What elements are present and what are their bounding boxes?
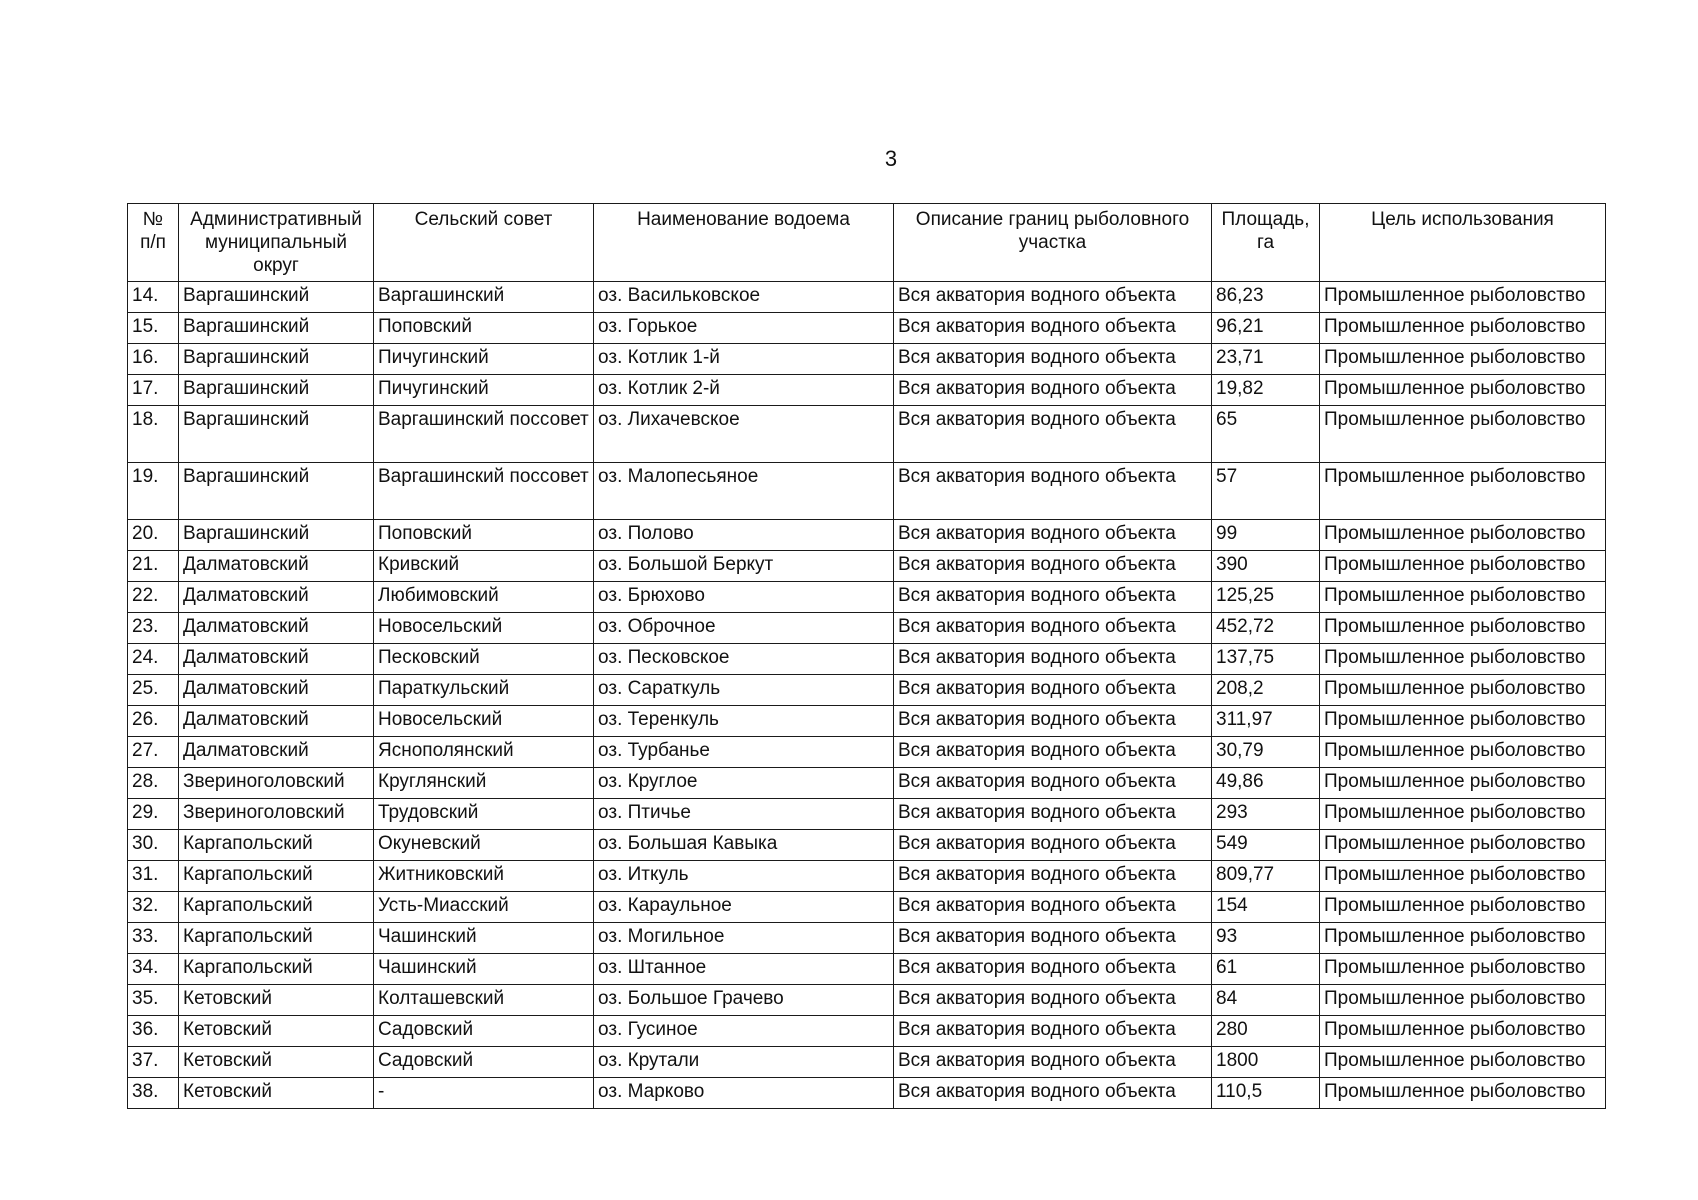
- council-cell: Круглянский: [374, 768, 594, 799]
- area-cell: 549: [1212, 830, 1320, 861]
- row-number-cell: 17.: [128, 375, 179, 406]
- district-cell: Варгашинский: [179, 313, 374, 344]
- header-text-line: Описание границ рыболовного: [915, 209, 1190, 230]
- table-row: [128, 375, 1606, 406]
- area-cell: 208,2: [1212, 675, 1320, 706]
- water-body-cell: оз. Оброчное: [594, 613, 894, 644]
- district-cell: Кетовский: [179, 1047, 374, 1078]
- boundary-cell: Вся акватория водного объекта: [894, 830, 1212, 861]
- district-cell: Далматовский: [179, 613, 374, 644]
- area-cell: 125,25: [1212, 582, 1320, 613]
- purpose-cell: Промышленное рыболовство: [1320, 861, 1606, 892]
- area-cell: 280: [1212, 1016, 1320, 1047]
- boundary-cell: Вся акватория водного объекта: [894, 375, 1212, 406]
- area-cell: 57: [1212, 463, 1320, 520]
- district-cell: Каргапольский: [179, 954, 374, 985]
- district-cell: Каргапольский: [179, 923, 374, 954]
- council-cell: Варгашинский: [374, 282, 594, 313]
- header-text-line: Площадь,: [1221, 209, 1310, 230]
- table-row: [128, 520, 1606, 551]
- district-cell: Далматовский: [179, 644, 374, 675]
- boundary-cell: Вся акватория водного объекта: [894, 551, 1212, 582]
- area-cell: 65: [1212, 406, 1320, 463]
- header-boundary: [894, 204, 1212, 282]
- council-cell: -: [374, 1078, 594, 1109]
- district-cell: Варгашинский: [179, 520, 374, 551]
- table-row: [128, 313, 1606, 344]
- boundary-cell: Вся акватория водного объекта: [894, 706, 1212, 737]
- purpose-cell: Промышленное рыболовство: [1320, 737, 1606, 768]
- purpose-cell: Промышленное рыболовство: [1320, 1078, 1606, 1109]
- council-cell: Житниковский: [374, 861, 594, 892]
- table-row: [128, 406, 1606, 463]
- purpose-cell: Промышленное рыболовство: [1320, 768, 1606, 799]
- boundary-cell: Вся акватория водного объекта: [894, 1047, 1212, 1078]
- boundary-cell: Вся акватория водного объекта: [894, 582, 1212, 613]
- purpose-cell: Промышленное рыболовство: [1320, 892, 1606, 923]
- district-cell: Каргапольский: [179, 861, 374, 892]
- boundary-cell: Вся акватория водного объекта: [894, 954, 1212, 985]
- council-cell: Поповский: [374, 313, 594, 344]
- boundary-cell: Вся акватория водного объекта: [894, 737, 1212, 768]
- district-cell: Варгашинский: [179, 463, 374, 520]
- purpose-cell: Промышленное рыболовство: [1320, 282, 1606, 313]
- row-number-cell: 15.: [128, 313, 179, 344]
- header-purpose: [1320, 204, 1606, 282]
- table-row: [128, 613, 1606, 644]
- table-row: [128, 768, 1606, 799]
- water-body-cell: оз. Круглое: [594, 768, 894, 799]
- water-body-cell: оз. Большая Кавыка: [594, 830, 894, 861]
- row-number-cell: 32.: [128, 892, 179, 923]
- purpose-cell: Промышленное рыболовство: [1320, 954, 1606, 985]
- water-body-cell: оз. Птичье: [594, 799, 894, 830]
- table-row: [128, 463, 1606, 520]
- water-body-cell: оз. Котлик 2-й: [594, 375, 894, 406]
- row-number-cell: 34.: [128, 954, 179, 985]
- table-row: [128, 1047, 1606, 1078]
- row-number-cell: 31.: [128, 861, 179, 892]
- boundary-cell: Вся акватория водного объекта: [894, 1078, 1212, 1109]
- header-district: [179, 204, 374, 282]
- table-header-row: [128, 204, 1606, 282]
- council-cell: Чашинский: [374, 954, 594, 985]
- boundary-cell: Вся акватория водного объекта: [894, 463, 1212, 520]
- boundary-cell: Вся акватория водного объекта: [894, 282, 1212, 313]
- header-text-line: Цель использования: [1371, 209, 1554, 230]
- header-water-body: [594, 204, 894, 282]
- row-number-cell: 19.: [128, 463, 179, 520]
- row-number-cell: 20.: [128, 520, 179, 551]
- council-cell: Садовский: [374, 1016, 594, 1047]
- district-cell: Кетовский: [179, 1078, 374, 1109]
- purpose-cell: Промышленное рыболовство: [1320, 613, 1606, 644]
- boundary-cell: Вся акватория водного объекта: [894, 313, 1212, 344]
- water-body-cell: оз. Большое Грачево: [594, 985, 894, 1016]
- purpose-cell: Промышленное рыболовство: [1320, 520, 1606, 551]
- area-cell: 293: [1212, 799, 1320, 830]
- area-cell: 49,86: [1212, 768, 1320, 799]
- district-cell: Варгашинский: [179, 375, 374, 406]
- table-body: [128, 282, 1606, 1109]
- boundary-cell: Вся акватория водного объекта: [894, 1016, 1212, 1047]
- boundary-cell: Вся акватория водного объекта: [894, 861, 1212, 892]
- table-row: [128, 892, 1606, 923]
- district-cell: Каргапольский: [179, 830, 374, 861]
- purpose-cell: Промышленное рыболовство: [1320, 582, 1606, 613]
- district-cell: Звериноголовский: [179, 799, 374, 830]
- table-row: [128, 861, 1606, 892]
- row-number-cell: 14.: [128, 282, 179, 313]
- boundary-cell: Вся акватория водного объекта: [894, 799, 1212, 830]
- header-text-line: га: [1256, 232, 1275, 253]
- water-body-cell: оз. Марково: [594, 1078, 894, 1109]
- row-number-cell: 37.: [128, 1047, 179, 1078]
- header-text-line: участка: [1018, 232, 1087, 253]
- purpose-cell: Промышленное рыболовство: [1320, 706, 1606, 737]
- water-body-cell: оз. Васильковское: [594, 282, 894, 313]
- district-cell: Варгашинский: [179, 344, 374, 375]
- water-body-cell: оз. Брюхово: [594, 582, 894, 613]
- area-cell: 84: [1212, 985, 1320, 1016]
- council-cell: Трудовский: [374, 799, 594, 830]
- council-cell: Любимовский: [374, 582, 594, 613]
- row-number-cell: 36.: [128, 1016, 179, 1047]
- council-cell: Окуневский: [374, 830, 594, 861]
- district-cell: Далматовский: [179, 582, 374, 613]
- area-cell: 154: [1212, 892, 1320, 923]
- water-body-cell: оз. Караульное: [594, 892, 894, 923]
- table-row: [128, 799, 1606, 830]
- area-cell: 137,75: [1212, 644, 1320, 675]
- council-cell: Варгашинский поссовет: [374, 406, 594, 463]
- district-cell: Далматовский: [179, 675, 374, 706]
- row-number-cell: 29.: [128, 799, 179, 830]
- district-cell: Кетовский: [179, 1016, 374, 1047]
- purpose-cell: Промышленное рыболовство: [1320, 344, 1606, 375]
- purpose-cell: Промышленное рыболовство: [1320, 375, 1606, 406]
- boundary-cell: Вся акватория водного объекта: [894, 520, 1212, 551]
- table-row: [128, 551, 1606, 582]
- header-text-line: муниципальный: [205, 232, 347, 253]
- water-body-cell: оз. Штанное: [594, 954, 894, 985]
- row-number-cell: 23.: [128, 613, 179, 644]
- table-row: [128, 675, 1606, 706]
- row-number-cell: 25.: [128, 675, 179, 706]
- purpose-cell: Промышленное рыболовство: [1320, 675, 1606, 706]
- water-body-cell: оз. Могильное: [594, 923, 894, 954]
- purpose-cell: Промышленное рыболовство: [1320, 313, 1606, 344]
- district-cell: Варгашинский: [179, 282, 374, 313]
- table-row: [128, 1078, 1606, 1109]
- header-text-line: округ: [253, 255, 299, 276]
- council-cell: Пичугинский: [374, 344, 594, 375]
- area-cell: 93: [1212, 923, 1320, 954]
- boundary-cell: Вся акватория водного объекта: [894, 613, 1212, 644]
- row-number-cell: 21.: [128, 551, 179, 582]
- district-cell: Варгашинский: [179, 406, 374, 463]
- row-number-cell: 33.: [128, 923, 179, 954]
- water-body-cell: оз. Малопесьяное: [594, 463, 894, 520]
- header-text-line: п/п: [140, 232, 166, 253]
- water-body-cell: оз. Полово: [594, 520, 894, 551]
- purpose-cell: Промышленное рыболовство: [1320, 551, 1606, 582]
- council-cell: Песковский: [374, 644, 594, 675]
- district-cell: Далматовский: [179, 551, 374, 582]
- purpose-cell: Промышленное рыболовство: [1320, 830, 1606, 861]
- area-cell: 311,97: [1212, 706, 1320, 737]
- area-cell: 110,5: [1212, 1078, 1320, 1109]
- row-number-cell: 30.: [128, 830, 179, 861]
- district-cell: Каргапольский: [179, 892, 374, 923]
- purpose-cell: Промышленное рыболовство: [1320, 923, 1606, 954]
- district-cell: Далматовский: [179, 706, 374, 737]
- row-number-cell: 26.: [128, 706, 179, 737]
- area-cell: 99: [1212, 520, 1320, 551]
- area-cell: 30,79: [1212, 737, 1320, 768]
- row-number-cell: 38.: [128, 1078, 179, 1109]
- table-row: [128, 1016, 1606, 1047]
- boundary-cell: Вся акватория водного объекта: [894, 344, 1212, 375]
- area-cell: 1800: [1212, 1047, 1320, 1078]
- area-cell: 19,82: [1212, 375, 1320, 406]
- purpose-cell: Промышленное рыболовство: [1320, 985, 1606, 1016]
- council-cell: Садовский: [374, 1047, 594, 1078]
- table-row: [128, 582, 1606, 613]
- water-body-cell: оз. Сараткуль: [594, 675, 894, 706]
- council-cell: Кривский: [374, 551, 594, 582]
- council-cell: Новосельский: [374, 706, 594, 737]
- boundary-cell: Вся акватория водного объекта: [894, 768, 1212, 799]
- water-body-cell: оз. Котлик 1-й: [594, 344, 894, 375]
- purpose-cell: Промышленное рыболовство: [1320, 406, 1606, 463]
- boundary-cell: Вся акватория водного объекта: [894, 985, 1212, 1016]
- table-row: [128, 706, 1606, 737]
- area-cell: 86,23: [1212, 282, 1320, 313]
- area-cell: 23,71: [1212, 344, 1320, 375]
- area-cell: 96,21: [1212, 313, 1320, 344]
- district-cell: Кетовский: [179, 985, 374, 1016]
- header-text-line: Административный: [190, 209, 362, 230]
- header-text-line: Наименование водоема: [637, 209, 850, 230]
- council-cell: Варгашинский поссовет: [374, 463, 594, 520]
- purpose-cell: Промышленное рыболовство: [1320, 1047, 1606, 1078]
- purpose-cell: Промышленное рыболовство: [1320, 799, 1606, 830]
- area-cell: 390: [1212, 551, 1320, 582]
- water-body-cell: оз. Иткуль: [594, 861, 894, 892]
- council-cell: Новосельский: [374, 613, 594, 644]
- row-number-cell: 35.: [128, 985, 179, 1016]
- water-body-cell: оз. Теренкуль: [594, 706, 894, 737]
- header-number: [128, 204, 179, 282]
- district-cell: Далматовский: [179, 737, 374, 768]
- council-cell: Чашинский: [374, 923, 594, 954]
- water-body-cell: оз. Большой Беркут: [594, 551, 894, 582]
- row-number-cell: 27.: [128, 737, 179, 768]
- row-number-cell: 18.: [128, 406, 179, 463]
- boundary-cell: Вся акватория водного объекта: [894, 406, 1212, 463]
- table-row: [128, 923, 1606, 954]
- header-text-line: №: [142, 209, 164, 230]
- water-body-cell: оз. Гусиное: [594, 1016, 894, 1047]
- council-cell: Усть-Миасский: [374, 892, 594, 923]
- row-number-cell: 24.: [128, 644, 179, 675]
- row-number-cell: 16.: [128, 344, 179, 375]
- council-cell: Поповский: [374, 520, 594, 551]
- purpose-cell: Промышленное рыболовство: [1320, 644, 1606, 675]
- boundary-cell: Вся акватория водного объекта: [894, 923, 1212, 954]
- area-cell: 452,72: [1212, 613, 1320, 644]
- water-body-cell: оз. Крутали: [594, 1047, 894, 1078]
- boundary-cell: Вся акватория водного объекта: [894, 644, 1212, 675]
- table-row: [128, 737, 1606, 768]
- council-cell: Колташевский: [374, 985, 594, 1016]
- page-number: 3: [884, 146, 898, 171]
- row-number-cell: 28.: [128, 768, 179, 799]
- header-council: [374, 204, 594, 282]
- council-cell: Яснополянский: [374, 737, 594, 768]
- table-row: [128, 985, 1606, 1016]
- table-row: [128, 344, 1606, 375]
- header-area: [1212, 204, 1320, 282]
- row-number-cell: 22.: [128, 582, 179, 613]
- boundary-cell: Вся акватория водного объекта: [894, 675, 1212, 706]
- area-cell: 61: [1212, 954, 1320, 985]
- boundary-cell: Вся акватория водного объекта: [894, 892, 1212, 923]
- table-row: [128, 830, 1606, 861]
- water-body-cell: оз. Горькое: [594, 313, 894, 344]
- area-cell: 809,77: [1212, 861, 1320, 892]
- council-cell: Пичугинский: [374, 375, 594, 406]
- water-body-cell: оз. Турбанье: [594, 737, 894, 768]
- header-text-line: Сельский совет: [414, 209, 553, 230]
- water-body-cell: оз. Песковское: [594, 644, 894, 675]
- council-cell: Параткульский: [374, 675, 594, 706]
- water-body-cell: оз. Лихачевское: [594, 406, 894, 463]
- table-row: [128, 954, 1606, 985]
- table-row: [128, 282, 1606, 313]
- table-row: [128, 644, 1606, 675]
- fishing-areas-table: [127, 203, 1606, 1109]
- district-cell: Звериноголовский: [179, 768, 374, 799]
- purpose-cell: Промышленное рыболовство: [1320, 463, 1606, 520]
- purpose-cell: Промышленное рыболовство: [1320, 1016, 1606, 1047]
